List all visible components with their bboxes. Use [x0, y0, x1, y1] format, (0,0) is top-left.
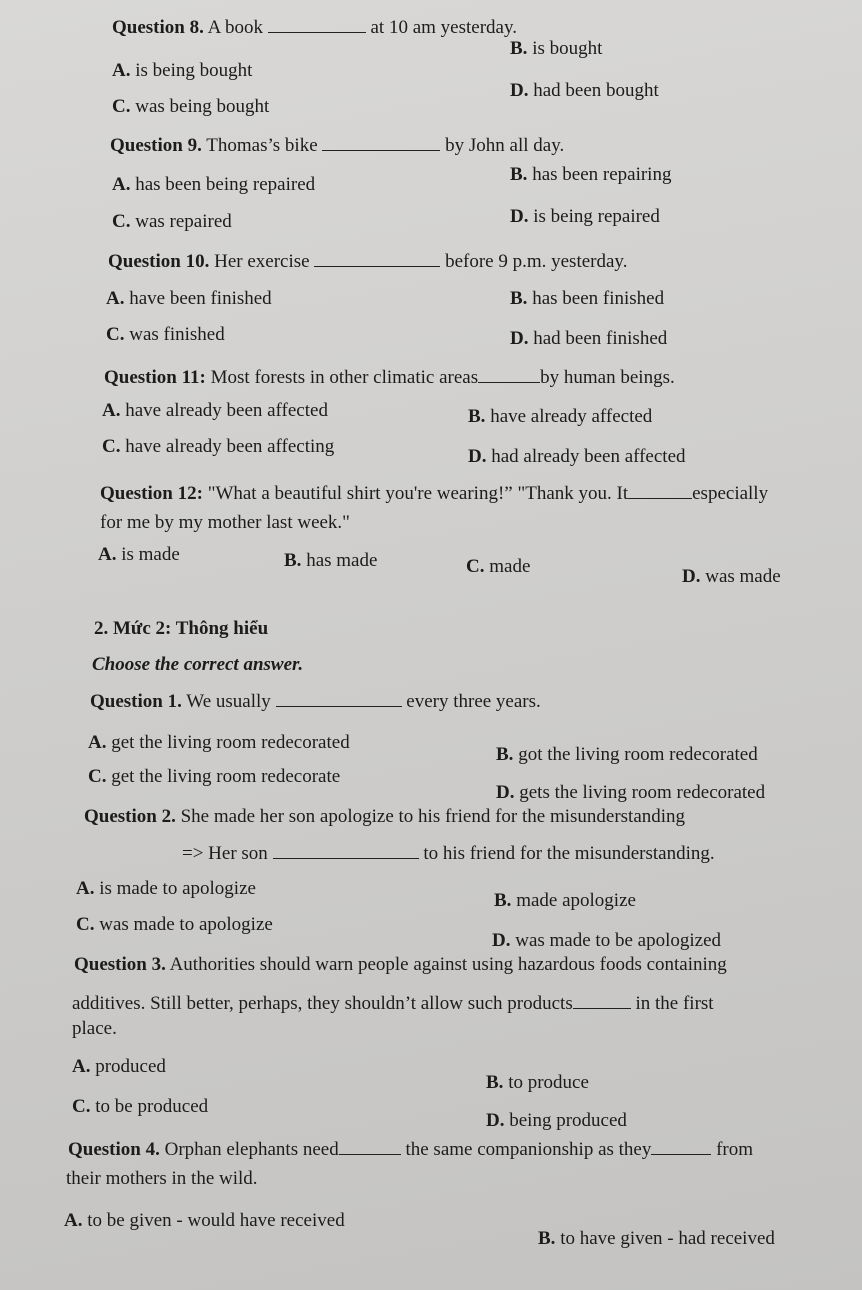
option-c: C. was finished	[106, 324, 225, 345]
option-b: B. made apologize	[494, 890, 636, 911]
option-c: C. have already been affecting	[102, 436, 335, 457]
answer-blank	[651, 1138, 711, 1155]
question-3: Question 3. Authorities should warn people against using hazardous foods containing	[74, 954, 727, 975]
question-4-continued: their mothers in the wild.	[66, 1168, 258, 1189]
answer-blank	[322, 134, 440, 151]
option-b: B. has made	[284, 550, 378, 571]
option-a: A. to be given - would have received	[64, 1210, 345, 1231]
option-a: A. is made to apologize	[76, 878, 256, 899]
option-a: A. get the living room redecorated	[88, 732, 350, 753]
answer-blank	[273, 842, 419, 859]
option-d: D. is being repaired	[510, 206, 660, 227]
option-a: A. has been being repaired	[112, 174, 316, 195]
question-label: Question 8.	[112, 17, 204, 38]
question-2: Question 2. She made her son apologize to his friend for the misunderstanding	[84, 806, 686, 827]
question-12-continued: for me by my mother last week."	[100, 512, 350, 533]
option-c: C. get the living room redecorate	[88, 766, 341, 787]
option-c: C. was being bought	[112, 96, 270, 117]
option-a: A. is being bought	[112, 60, 253, 81]
option-d: D. being produced	[486, 1110, 627, 1131]
question-3-end: place.	[72, 1018, 117, 1039]
option-d: D. was made to be apologized	[492, 930, 721, 951]
question-4: Question 4. Orphan elephants need the same companionship as they from	[68, 1139, 754, 1160]
option-b: B. to have given - had received	[538, 1228, 775, 1249]
answer-blank	[339, 1138, 401, 1155]
answer-blank	[573, 992, 631, 1009]
question-12: Question 12: "What a beautiful shirt you're wearing!” "Thank you. It especially	[100, 483, 769, 504]
section-instruction: Choose the correct answer.	[92, 654, 304, 675]
question-8: Question 8. A book at 10 am yesterday.	[112, 17, 517, 38]
question-10: Question 10. Her exercise before 9 p.m. yesterday.	[108, 251, 628, 272]
question-3-continued: additives. Still better, perhaps, they shouldn’t allow such products in the first	[72, 993, 714, 1014]
question-11: Question 11: Most forests in other climatic areas by human beings.	[104, 367, 675, 388]
option-c: C. made	[466, 556, 531, 577]
option-d: D. was made	[682, 566, 781, 587]
section-heading: 2. Mức 2: Thông hiểu	[94, 618, 269, 639]
option-c: C. to be produced	[72, 1096, 209, 1117]
option-b: B. has been finished	[510, 288, 665, 309]
question-1: Question 1. We usually every three years.	[90, 691, 541, 712]
question-2-rewrite: => Her son to his friend for the misunderstanding.	[182, 843, 715, 864]
answer-blank	[276, 690, 402, 707]
option-b: B. have already affected	[468, 406, 653, 427]
option-a: A. have been finished	[106, 288, 272, 309]
option-b: B. to produce	[486, 1072, 589, 1093]
answer-blank	[478, 366, 540, 383]
option-d: D. had already been affected	[468, 446, 686, 467]
option-d: D. gets the living room redecorated	[496, 782, 766, 803]
option-b: B. got the living room redecorated	[496, 744, 758, 765]
option-b: B. has been repairing	[510, 164, 672, 185]
option-c: C. was repaired	[112, 211, 232, 232]
option-b: B. is bought	[510, 38, 603, 59]
option-d: D. had been finished	[510, 328, 668, 349]
option-a: A. have already been affected	[102, 400, 328, 421]
answer-blank	[314, 250, 440, 267]
option-a: A. is made	[98, 544, 180, 565]
answer-blank	[628, 482, 692, 499]
question-9: Question 9. Thomas’s bike by John all day.	[110, 135, 565, 156]
option-a: A. produced	[72, 1056, 166, 1077]
answer-blank	[268, 16, 366, 33]
option-d: D. had been bought	[510, 80, 659, 101]
option-c: C. was made to apologize	[76, 914, 273, 935]
